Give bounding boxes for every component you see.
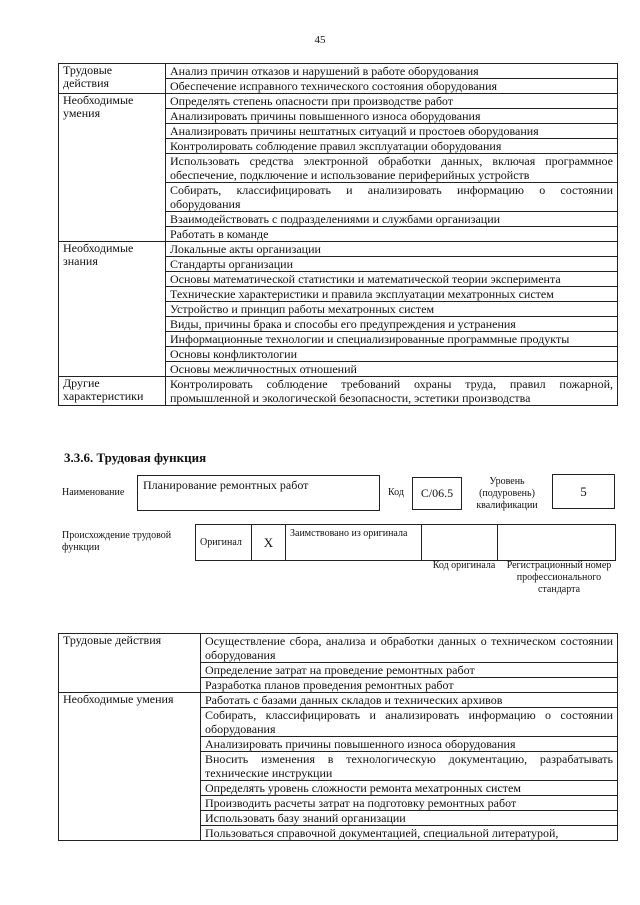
- table-row: [59, 693, 618, 708]
- row-item: Технические характеристики и правила эксплуатации мехатронных систем: [166, 287, 618, 302]
- row-item: Анализировать причины повышенного износа оборудования: [201, 737, 618, 752]
- row-item: Основы межличностных отношений: [166, 362, 618, 377]
- row-item: Пользоваться справочной документацией, специальной литературой,: [201, 826, 618, 841]
- row-item: Определять уровень сложности ремонта мехатронных систем: [201, 781, 618, 796]
- reg-number-cell: [498, 525, 616, 561]
- code-box: С/06.5: [412, 477, 462, 510]
- level-box: 5: [552, 474, 615, 509]
- name-label: Наименование: [62, 487, 125, 498]
- row-item: Собирать, классифицировать и анализировать информацию о состоянии оборудования: [201, 708, 618, 737]
- row-item: Локальные акты организации: [166, 242, 618, 257]
- level-label: Уровень (подуровень) квалификации: [476, 476, 538, 511]
- row-label: Трудовые действия: [59, 64, 166, 94]
- row-label: Трудовые действия: [59, 634, 201, 693]
- original-mark: X: [252, 525, 286, 561]
- row-label: Необходимые знания: [59, 242, 166, 377]
- original-label: Оригинал: [196, 525, 252, 561]
- function-name-box: Планирование ремонтных работ: [137, 475, 380, 511]
- code-original-cell: [422, 525, 498, 561]
- row-item: Основы математической статистики и математической теории эксперимента: [166, 272, 618, 287]
- row-item: Работать в команде: [166, 227, 618, 242]
- row-item: Работать с базами данных складов и технических архивов: [201, 693, 618, 708]
- row-item: Разработка планов проведения ремонтных работ: [201, 678, 618, 693]
- table-row: [59, 377, 618, 406]
- row-item: Использовать базу знаний организации: [201, 811, 618, 826]
- reg-number-caption: Регистрационный номер профессионального стандарта: [506, 560, 612, 595]
- row-item: Анализ причин отказов и нарушений в работе оборудования: [166, 64, 618, 79]
- table-row: [59, 634, 618, 663]
- row-item: Вносить изменения в технологическую документацию, разрабатывать технические инструкции: [201, 752, 618, 781]
- table-row: [59, 242, 618, 257]
- row-item: Собирать, классифицировать и анализировать информацию о состоянии оборудования: [166, 183, 618, 212]
- row-item: Стандарты организации: [166, 257, 618, 272]
- row-item: Анализировать причины повышенного износа оборудования: [166, 109, 618, 124]
- origin-label: Происхождение трудовой функции: [62, 530, 172, 553]
- row-label: Другие характеристики: [59, 377, 166, 406]
- table-row: [59, 94, 618, 109]
- row-item: Обеспечение исправного технического состояния оборудования: [166, 79, 618, 94]
- section-title: 3.3.6. Трудовая функция: [64, 450, 207, 465]
- row-item: Производить расчеты затрат на подготовку ремонтных работ: [201, 796, 618, 811]
- row-item: Использовать средства электронной обработки данных, включая программное обеспечение, подключение и использование периферийных устройств: [166, 154, 618, 183]
- code-label: Код: [388, 487, 404, 498]
- row-item: Взаимодействовать с подразделениями и службами организации: [166, 212, 618, 227]
- borrowed-label: Заимствовано из оригинала: [286, 525, 422, 561]
- table-row: [59, 64, 618, 79]
- row-item: Определять степень опасности при производстве работ: [166, 94, 618, 109]
- row-item: Устройство и принцип работы мехатронных систем: [166, 302, 618, 317]
- row-item: Информационные технологии и специализированные программные продукты: [166, 332, 618, 347]
- row-item: Осуществление сбора, анализа и обработки данных о техническом состоянии оборудования: [201, 634, 618, 663]
- row-item: Основы конфликтологии: [166, 347, 618, 362]
- row-item: Контролировать соблюдение требований охраны труда, правил пожарной, промышленной и экологической безопасности, эстетики производства: [166, 377, 618, 406]
- row-label: Необходимые умения: [59, 693, 201, 841]
- code-original-caption: Код оригинала: [432, 560, 496, 571]
- row-label: Необходимые умения: [59, 94, 166, 242]
- row-item: Определение затрат на проведение ремонтных работ: [201, 663, 618, 678]
- page-number: 45: [314, 34, 326, 46]
- row-item: Виды, причины брака и способы его предупреждения и устранения: [166, 317, 618, 332]
- labor-function-table-2: [58, 633, 618, 841]
- origin-table: [195, 524, 616, 561]
- labor-function-table-1: [58, 63, 618, 406]
- row-item: Контролировать соблюдение правил эксплуатации оборудования: [166, 139, 618, 154]
- row-item: Анализировать причины нештатных ситуаций и простоев оборудования: [166, 124, 618, 139]
